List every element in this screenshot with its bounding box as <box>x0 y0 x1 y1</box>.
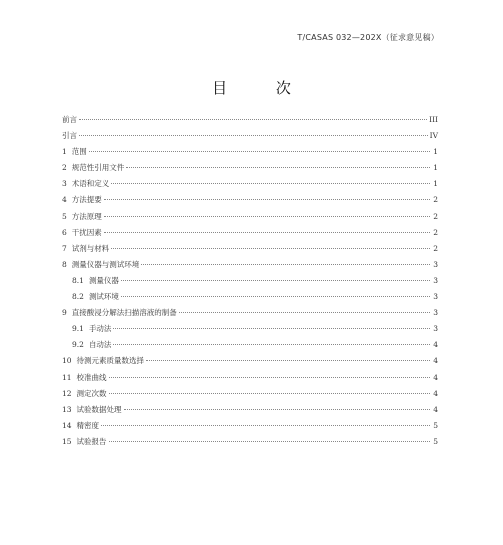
toc-entry-text: 规范性引用文件 <box>71 163 125 173</box>
toc-entry-text: 自动法 <box>88 340 112 350</box>
toc-entry-label <box>62 178 109 189</box>
toc-entry-page: 2 <box>433 195 438 205</box>
toc-dot-leader <box>79 119 427 120</box>
toc-entry-label <box>72 291 119 302</box>
toc-entry-number: 15 <box>62 436 72 446</box>
toc-dot-leader <box>126 167 430 168</box>
toc-entry-text: 测量仪器与测试环境 <box>71 259 140 269</box>
toc-entry[interactable] <box>62 243 438 259</box>
toc-entry-text: 干扰因素 <box>71 227 102 237</box>
toc-dot-leader <box>104 216 430 217</box>
toc-entry[interactable] <box>62 291 438 307</box>
toc-entry-number: 8 <box>62 259 67 269</box>
toc-entry-text: 测量仪器 <box>88 275 119 285</box>
toc-entry-page: 4 <box>433 356 438 366</box>
toc-entry[interactable] <box>62 420 438 436</box>
toc-entry-number: 9.2 <box>72 340 84 350</box>
toc-entry-number: 9 <box>62 308 67 318</box>
toc-entry-page: 4 <box>433 404 438 414</box>
toc-title: 目 次 <box>212 79 313 97</box>
toc-entry-label <box>62 243 109 254</box>
toc-entry-text: 待测元素质量数选择 <box>76 356 145 366</box>
toc-entry-number: 8.2 <box>72 292 84 302</box>
toc-dot-leader <box>89 151 430 152</box>
toc-entry-number: 9.1 <box>72 324 84 334</box>
toc-dot-leader <box>146 360 430 361</box>
toc-entry-label <box>72 275 119 286</box>
toc-entry-number: 8.1 <box>72 275 84 285</box>
toc-entry[interactable] <box>62 436 438 452</box>
toc-dot-leader <box>101 425 430 426</box>
toc-entry-page: 5 <box>433 420 438 430</box>
toc-dot-leader <box>113 328 430 329</box>
toc-dot-leader <box>104 232 430 233</box>
toc-dot-leader <box>104 199 430 200</box>
toc-entry-label <box>72 339 111 350</box>
toc-entry-text: 引言 <box>62 131 77 141</box>
toc-entry-label <box>62 194 102 205</box>
toc-entry-number: 12 <box>62 388 72 398</box>
toc-entry-text: 校准曲线 <box>76 372 107 382</box>
toc-entry-label <box>62 146 87 157</box>
toc-entry-number: 6 <box>62 227 67 237</box>
toc-entry-text: 测试环境 <box>88 292 119 302</box>
toc-entry-number: 3 <box>62 179 67 189</box>
toc-entry[interactable] <box>62 388 438 404</box>
toc-entry[interactable] <box>62 259 438 275</box>
toc-entry-text: 精密度 <box>76 420 100 430</box>
toc-entry-number: 4 <box>62 195 67 205</box>
toc-entry[interactable] <box>62 323 438 339</box>
toc-entry-number: 7 <box>62 243 67 253</box>
toc-entry-text: 直接酸浸分解法扫描溶液的制备 <box>71 308 177 318</box>
toc-entry-label <box>62 162 124 173</box>
toc-dot-leader <box>111 183 430 184</box>
toc-entry-page: 3 <box>433 292 438 302</box>
toc-dot-leader <box>121 280 430 281</box>
toc-entry[interactable] <box>62 114 438 130</box>
toc-entry-page: 3 <box>433 324 438 334</box>
toc-dot-leader <box>109 441 430 442</box>
toc-entry-page: IV <box>429 131 438 141</box>
toc-entry[interactable] <box>62 194 438 210</box>
toc-dot-leader <box>111 248 430 249</box>
toc-entry-label <box>62 211 102 222</box>
toc-entry-number: 2 <box>62 163 67 173</box>
toc-entry-page: 3 <box>433 275 438 285</box>
toc-entry[interactable] <box>62 275 438 291</box>
toc-entry-label <box>72 323 111 334</box>
toc-entry[interactable] <box>62 146 438 162</box>
toc-entry[interactable] <box>62 339 438 355</box>
toc-entry-number: 1 <box>62 147 67 157</box>
toc-entry[interactable] <box>62 355 438 371</box>
toc-entry-number: 5 <box>62 211 67 221</box>
toc-dot-leader <box>179 312 430 313</box>
toc-entry-page: 2 <box>433 227 438 237</box>
toc-entry-label <box>62 259 139 270</box>
toc-entry-text: 范围 <box>71 147 87 157</box>
toc-entry-page: 1 <box>433 147 438 157</box>
toc-entry-text: 方法原理 <box>71 211 102 221</box>
toc-entry[interactable] <box>62 162 438 178</box>
toc-entry-text: 术语和定义 <box>71 179 110 189</box>
toc-dot-leader <box>121 296 430 297</box>
toc-entry-page: 2 <box>433 211 438 221</box>
toc-entry-text: 试验报告 <box>76 436 107 446</box>
toc-entry-label <box>62 436 107 447</box>
toc-entry-text: 前言 <box>62 115 77 124</box>
toc-entry-text: 测定次数 <box>76 388 107 398</box>
toc-dot-leader <box>79 135 428 136</box>
toc-entry-number: 14 <box>62 420 72 430</box>
toc-entry[interactable] <box>62 227 438 243</box>
toc-entry-page: III <box>429 115 438 124</box>
toc-entry[interactable] <box>62 211 438 227</box>
toc-entry-label <box>62 114 77 125</box>
table-of-contents <box>62 114 438 452</box>
toc-entry-label <box>62 404 122 415</box>
toc-entry-page: 2 <box>433 243 438 253</box>
document-code-header: T/CASAS 032—202X（征求意见稿） <box>297 33 439 42</box>
toc-entry[interactable] <box>62 130 438 146</box>
toc-entry-number: 10 <box>62 356 72 366</box>
toc-entry-text: 试验数据处理 <box>76 404 122 414</box>
toc-entry-label <box>62 420 99 431</box>
toc-entry-page: 4 <box>433 388 438 398</box>
toc-entry-text: 手动法 <box>88 324 112 334</box>
toc-entry-page: 3 <box>433 308 438 318</box>
toc-entry-page: 3 <box>433 259 438 269</box>
toc-entry-text: 试剂与材料 <box>71 243 110 253</box>
toc-entry-page: 1 <box>433 163 438 173</box>
toc-entry-text: 方法提要 <box>71 195 102 205</box>
toc-entry[interactable] <box>62 404 438 420</box>
toc-entry[interactable] <box>62 307 438 323</box>
toc-dot-leader <box>113 344 430 345</box>
toc-dot-leader <box>109 393 430 394</box>
toc-entry[interactable] <box>62 178 438 194</box>
toc-entry-label <box>62 372 107 383</box>
toc-entry-number: 13 <box>62 404 72 414</box>
toc-entry-page: 5 <box>433 436 438 446</box>
toc-entry-number: 11 <box>62 372 72 382</box>
toc-entry-page: 4 <box>433 372 438 382</box>
toc-dot-leader <box>109 377 430 378</box>
toc-entry-label <box>62 307 177 318</box>
toc-entry-page: 1 <box>433 179 438 189</box>
toc-dot-leader <box>124 409 430 410</box>
toc-entry-label <box>62 355 144 366</box>
toc-entry-label <box>62 227 102 238</box>
toc-entry-label <box>62 130 77 141</box>
toc-entry-page: 4 <box>433 340 438 350</box>
toc-entry[interactable] <box>62 372 438 388</box>
toc-dot-leader <box>141 264 430 265</box>
toc-entry-label <box>62 388 107 399</box>
